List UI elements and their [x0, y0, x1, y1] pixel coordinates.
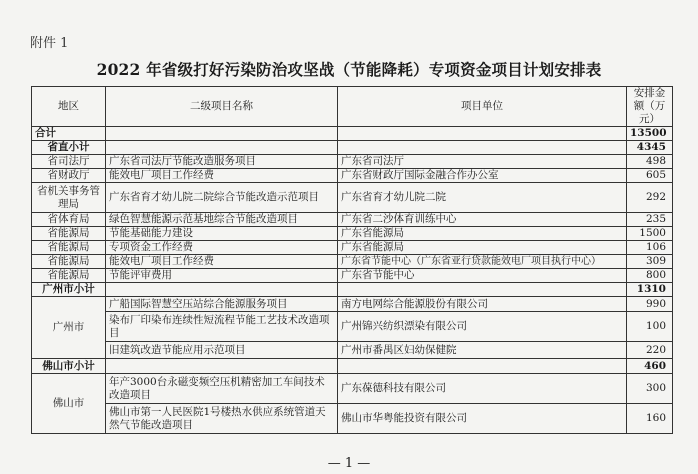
header-region: 地区 [32, 87, 106, 127]
unit-cell: 广东省二沙体育训练中心 [338, 213, 627, 227]
unit-cell: 广州市番禺区妇幼保健院 [338, 342, 627, 359]
region-cell: 省能源局 [32, 227, 106, 241]
total-label: 合计 [32, 127, 106, 141]
funding-table [31, 86, 673, 434]
project-cell: 专项资金工作经费 [106, 241, 338, 255]
unit-cell: 广东省节能中心 [338, 269, 627, 283]
project-cell: 能效电厂项目工作经费 [106, 169, 338, 183]
amount-cell: 235 [627, 213, 673, 227]
unit-cell: 广东省财政厅国际金融合作办公室 [338, 169, 627, 183]
subtotal-row [32, 283, 673, 297]
region-cell: 佛山市 [32, 374, 106, 434]
table-row [32, 213, 673, 227]
project-cell: 节能评审费用 [106, 269, 338, 283]
unit-cell: 广东葆德科技有限公司 [338, 374, 627, 404]
project-cell: 广东省司法厅节能改造服务项目 [106, 155, 338, 169]
project-cell: 节能基础能力建设 [106, 227, 338, 241]
region-cell: 省体育局 [32, 213, 106, 227]
project-cell: 佛山市第一人民医院1号楼热水供应系统管道天然气节能改造项目 [106, 404, 338, 434]
subtotal-label: 广州市小计 [32, 283, 106, 297]
project-cell: 旧建筑改造节能应用示范项目 [106, 342, 338, 359]
amount-cell: 800 [627, 269, 673, 283]
document-title: 2022 年省级打好污染防治攻坚战（节能降耗）专项资金项目计划安排表 [96, 60, 602, 79]
table-row [32, 183, 673, 213]
header-unit: 项目单位 [338, 87, 627, 127]
amount-cell: 1500 [627, 227, 673, 241]
region-cell: 省能源局 [32, 241, 106, 255]
unit-cell: 广东省节能中心（广东省亚行贷款能效电厂项目执行中心） [338, 255, 627, 269]
region-cell: 省司法厅 [32, 155, 106, 169]
amount-cell: 220 [627, 342, 673, 359]
total-amount: 13500 [627, 127, 673, 141]
region-cell: 广州市 [32, 297, 106, 359]
amount-cell: 300 [627, 374, 673, 404]
table-row [32, 404, 673, 434]
table-row [32, 155, 673, 169]
amount-cell: 292 [627, 183, 673, 213]
header-project: 二级项目名称 [106, 87, 338, 127]
unit-cell: 广东省能源局 [338, 227, 627, 241]
region-cell: 省能源局 [32, 255, 106, 269]
amount-cell: 100 [627, 312, 673, 342]
subtotal-amount: 4345 [627, 141, 673, 155]
table-row [32, 227, 673, 241]
region-cell: 省财政厅 [32, 169, 106, 183]
subtotal-amount: 460 [627, 359, 673, 374]
total-row [32, 127, 673, 141]
amount-cell: 106 [627, 241, 673, 255]
table-row [32, 269, 673, 283]
unit-cell: 广东省育才幼儿院二院 [338, 183, 627, 213]
amount-cell: 160 [627, 404, 673, 434]
project-cell: 绿色智慧能源示范基地综合节能改造项目 [106, 213, 338, 227]
region-cell: 省能源局 [32, 269, 106, 283]
project-cell: 能效电厂项目工作经费 [106, 255, 338, 269]
amount-cell: 498 [627, 155, 673, 169]
project-cell: 广东省育才幼儿院二院综合节能改造示范项目 [106, 183, 338, 213]
attachment-label: 附件 1 [30, 36, 69, 51]
amount-cell: 990 [627, 297, 673, 312]
unit-cell: 广州锦兴纺织漂染有限公司 [338, 312, 627, 342]
project-cell: 广船国际智慧空压站综合能源服务项目 [106, 297, 338, 312]
header-amount: 安排金额（万元） [627, 87, 673, 127]
unit-cell: 佛山市华粤能投资有限公司 [338, 404, 627, 434]
unit-cell: 广东省司法厅 [338, 155, 627, 169]
region-cell: 省机关事务管理局 [32, 183, 106, 213]
project-cell: 染布厂印染布连续性短流程节能工艺技术改造项目 [106, 312, 338, 342]
table-row [32, 342, 673, 359]
table-row [32, 297, 673, 312]
subtotal-label: 省直小计 [32, 141, 106, 155]
unit-cell: 广东省能源局 [338, 241, 627, 255]
subtotal-row [32, 141, 673, 155]
table-row [32, 169, 673, 183]
table-row [32, 255, 673, 269]
amount-cell: 309 [627, 255, 673, 269]
amount-cell: 605 [627, 169, 673, 183]
project-cell: 年产3000台永磁变频空压机精密加工车间技术改造项目 [106, 374, 338, 404]
page-number: — 1 — [327, 456, 371, 471]
subtotal-amount: 1310 [627, 283, 673, 297]
subtotal-label: 佛山市小计 [32, 359, 106, 374]
table-row [32, 374, 673, 404]
unit-cell: 南方电网综合能源股份有限公司 [338, 297, 627, 312]
table-row [32, 241, 673, 255]
subtotal-row [32, 359, 673, 374]
table-row [32, 312, 673, 342]
